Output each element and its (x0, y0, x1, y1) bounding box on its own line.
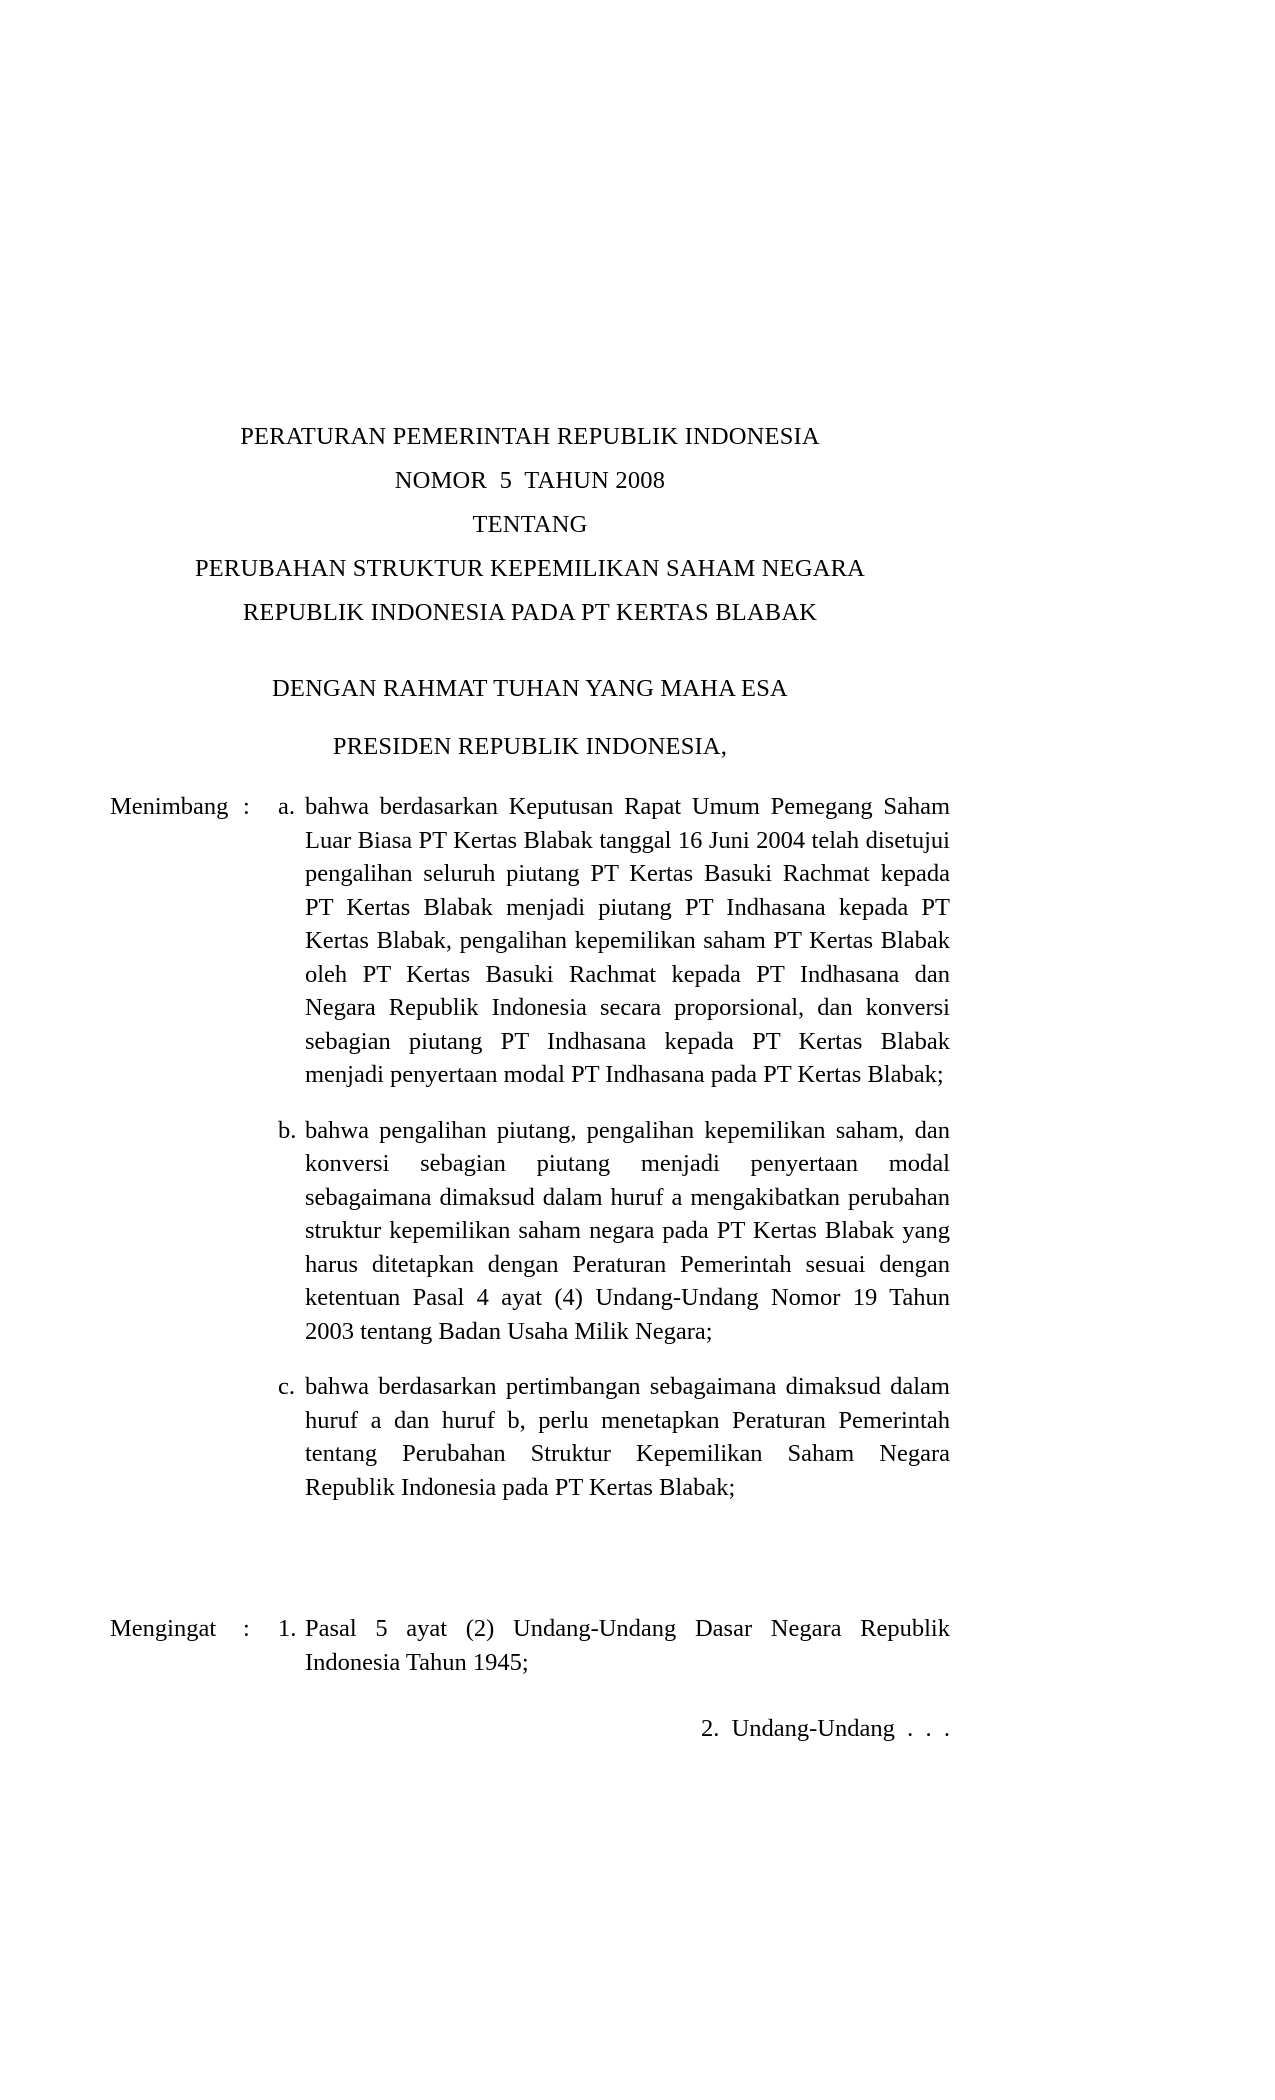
menimbang-colon: : (243, 793, 250, 820)
menimbang-item-marker-a: a. (278, 793, 295, 820)
menimbang-item-marker-c: c. (278, 1373, 295, 1400)
heading-subject-line-1: PERUBAHAN STRUKTUR KEPEMILIKAN SAHAM NEGARA (194, 555, 866, 582)
mengingat-item-marker-1: 1. (278, 1615, 297, 1642)
menimbang-items (278, 790, 950, 1504)
mengingat-label: Mengingat (110, 1615, 217, 1642)
heading-number-year: NOMOR 5 TAHUN 2008 (394, 467, 666, 494)
mengingat-items (278, 1612, 950, 1679)
heading-president: PRESIDEN REPUBLIK INDONESIA, (332, 733, 728, 760)
menimbang-item-marker-b: b. (278, 1116, 297, 1144)
mengingat-section (110, 1612, 950, 1679)
list-item (278, 1114, 950, 1349)
page-continuation-marker: 2. Undang-Undang . . . (700, 1715, 950, 1742)
list-item (278, 790, 950, 1092)
mengingat-item-text-1: Pasal 5 ayat (2) Undang-Undang Dasar Negara Republik Indonesia Tahun 1945; (305, 1615, 950, 1676)
menimbang-section (110, 790, 950, 1504)
heading-subject-line-2: REPUBLIK INDONESIA PADA PT KERTAS BLABAK (242, 599, 818, 626)
document-heading (110, 415, 950, 769)
heading-invocation: DENGAN RAHMAT TUHAN YANG MAHA ESA (272, 675, 788, 702)
menimbang-item-text-b: bahwa pengalihan piutang, pengalihan kepemilikan saham, dan konversi sebagian piutang menjadi penyertaan modal sebagaimana dimaksud dalam huruf a mengakibatkan perubahan struktur kepemilikan saham negara pada PT Kertas Blabak yang harus ditetapkan dengan Peraturan Pemerintah sesuai dengan ketentuan Pasal 4 ayat (4) Undang-Undang Nomor 19 Tahun 2003 tentang Badan Usaha Milik Negara; (305, 1116, 950, 1345)
list-item (278, 1612, 950, 1679)
menimbang-item-text-a: bahwa berdasarkan Keputusan Rapat Umum Pemegang Saham Luar Biasa PT Kertas Blabak tanggal 16 Juni 2004 telah disetujui pengalihan seluruh piutang PT Kertas Basuki Rachmat kepada PT Kertas Blabak menjadi piutang PT Indhasana kepada PT Kertas Blabak, pengalihan kepemilikan saham PT Kertas Blabak oleh PT Kertas Basuki Rachmat kepada PT Indhasana dan Negara Republik Indonesia secara proporsional, dan konversi sebagian piutang PT Indhasana kepada PT Kertas Blabak menjadi penyertaan modal PT Indhasana pada PT Kertas Blabak; (305, 793, 950, 1088)
list-item (278, 1370, 950, 1504)
mengingat-colon: : (243, 1615, 250, 1642)
menimbang-item-text-c: bahwa berdasarkan pertimbangan sebagaimana dimaksud dalam huruf a dan huruf b, perlu menetapkan Peraturan Pemerintah tentang Perubahan Struktur Kepemilikan Saham Negara Republik Indonesia pada PT Kertas Blabak; (305, 1373, 950, 1501)
heading-spacer-1 (110, 635, 950, 667)
heading-regulation-title: PERATURAN PEMERINTAH REPUBLIK INDONESIA (240, 423, 820, 450)
heading-tentang: TENTANG (472, 511, 588, 538)
heading-spacer-2 (110, 711, 950, 725)
menimbang-label: Menimbang (110, 793, 229, 820)
